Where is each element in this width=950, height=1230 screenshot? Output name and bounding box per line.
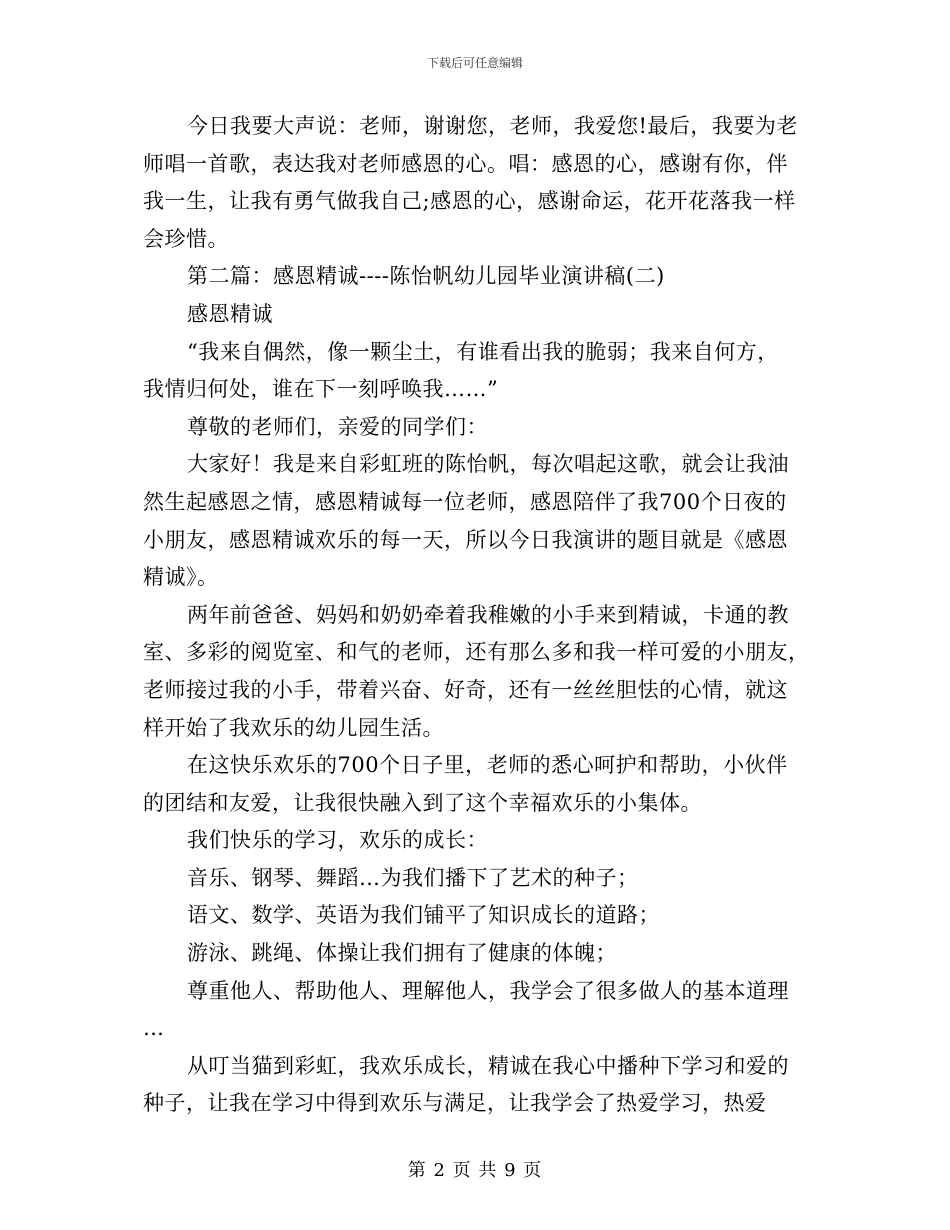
text-line: 我们快乐的学习，欢乐的成长： bbox=[187, 828, 488, 853]
text-line: 尊敬的老师们，亲爱的同学们： bbox=[187, 414, 488, 439]
text-line: 尊重他人、帮助他人、理解他人，我学会了很多做人的基本道理 bbox=[187, 978, 789, 1003]
text-line: 音乐、钢琴、舞蹈…为我们播下了艺术的种子； bbox=[187, 865, 639, 890]
text-line: 今日我要大声说：老师，谢谢您，老师，我爱您!最后，我要为老 bbox=[187, 114, 798, 138]
text-line: 第二篇：感恩精诚----陈怡帆幼儿园毕业演讲稿(二) bbox=[187, 264, 665, 289]
text-line: 两年前爸爸、妈妈和奶奶牵着我稚嫩的小手来到精诚，卡通的教 bbox=[187, 602, 789, 627]
text-line: 我情归何处，谁在下一刻呼唤我……” bbox=[143, 377, 499, 402]
page-header: 下载后可任意编辑 bbox=[426, 56, 523, 70]
text-line: 精诚》。 bbox=[143, 565, 219, 590]
text-line: 样开始了我欢乐的幼儿园生活。 bbox=[143, 715, 444, 740]
text-line: 我一生，让我有勇气做我自己;感恩的心，感谢命运，花开花落我一样 bbox=[143, 189, 796, 214]
text-line: 室、多彩的阅览室、和气的老师，还有那么多和我一样可爱的小朋友， bbox=[143, 640, 810, 665]
text-line: … bbox=[143, 1016, 165, 1041]
text-line: 然生起感恩之情，感恩精诚每一位老师，感恩陪伴了我700个日夜的 bbox=[143, 489, 787, 514]
text-line: 语文、数学、英语为我们铺平了知识成长的道路； bbox=[187, 903, 660, 928]
text-line: 在这快乐欢乐的700个日子里，老师的悉心呵护和帮助，小伙伴 bbox=[187, 753, 788, 778]
text-line: 师唱一首歌，表达我对老师感恩的心。唱：感恩的心，感谢有你，伴 bbox=[143, 151, 788, 176]
text-line: 大家好！我是来自彩虹班的陈怡帆，每次唱起这歌，就会让我油 bbox=[187, 452, 789, 477]
text-line: “我来自偶然，像一颗尘土，有谁看出我的脆弱；我来自何方， bbox=[187, 339, 779, 364]
text-line: 会珍惜。 bbox=[143, 226, 229, 251]
text-line: 种子，让我在学习中得到欢乐与满足，让我学会了热爱学习，热爱 bbox=[143, 1091, 767, 1116]
text-line: 游泳、跳绳、体操让我们拥有了健康的体魄； bbox=[187, 941, 617, 966]
text-line: 从叮当猫到彩虹，我欢乐成长，精诚在我心中播种下学习和爱的 bbox=[187, 1053, 789, 1078]
text-line: 的团结和友爱，让我很快融入到了这个幸福欢乐的小集体。 bbox=[143, 790, 702, 815]
text-line: 小朋友，感恩精诚欢乐的每一天，所以今日我演讲的题目就是《感恩 bbox=[143, 527, 788, 552]
text-line: 感恩精诚 bbox=[187, 301, 273, 326]
page-footer: 第 2 页 共 9 页 bbox=[407, 1160, 543, 1181]
document-body bbox=[143, 108, 810, 1123]
text-line: 老师接过我的小手，带着兴奋、好奇，还有一丝丝胆怯的心情，就这 bbox=[143, 677, 788, 702]
